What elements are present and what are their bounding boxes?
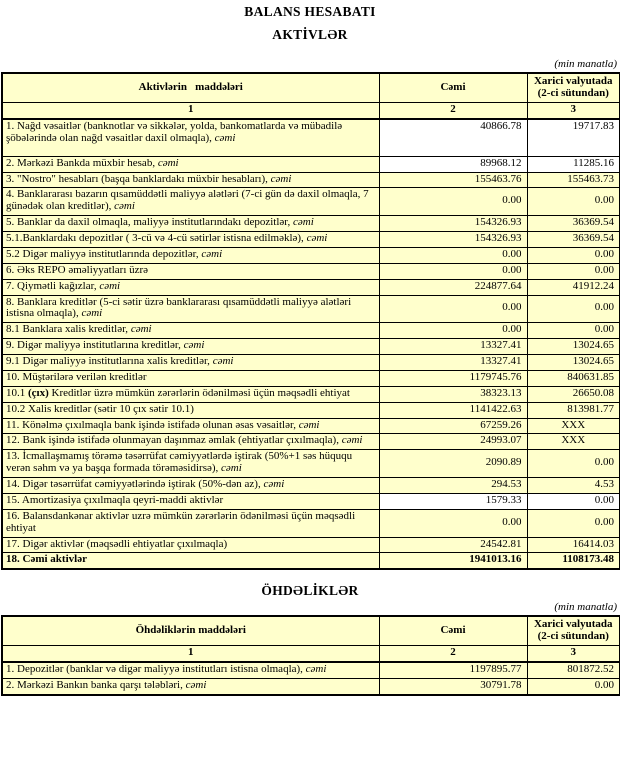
table-row	[2, 323, 620, 339]
total-cell: 24542.81	[379, 537, 527, 553]
table-row	[2, 537, 620, 553]
fx-cell: 155463.73	[527, 172, 620, 188]
table-row	[2, 678, 620, 694]
fx-cell: 36369.54	[527, 232, 620, 248]
fx-cell: 840631.85	[527, 370, 620, 386]
row-label: 3. "Nostro" hesabları (başqa banklardakı müxbir hesabları), cəmi	[2, 172, 379, 188]
table-row	[2, 386, 620, 402]
assets-total-column-header: Cəmi	[379, 73, 527, 102]
column-number: 2	[379, 646, 527, 662]
fx-cell: 0.00	[527, 247, 620, 263]
assets-section-heading: AKTİVLƏR	[272, 27, 348, 42]
row-label: 10.1 (çıx) Kreditlər üzrə mümkün zərərlərin ödənilməsi üçün məqsədli ehtiyat	[2, 386, 379, 402]
total-cell: 24993.07	[379, 434, 527, 450]
total-cell: 294.53	[379, 478, 527, 494]
liabilities-items-column-header: Öhdəliklərin maddələri	[2, 616, 379, 645]
column-number: 3	[527, 646, 620, 662]
row-label: 14. Digər təsərrüfat cəmiyyətlərində iştirak (50%-dən az), cəmi	[2, 478, 379, 494]
row-label: 4. Banklararası bazarın qısamüddətli maliyyə alətləri (7-ci gün də daxil olmaqla, 7 günədək olan kreditlər), cəmi	[2, 188, 379, 216]
total-cell: 1141422.63	[379, 402, 527, 418]
table-row	[2, 216, 620, 232]
liabilities-unit-note: (min manatla)	[554, 601, 617, 614]
table-row	[2, 295, 620, 323]
fx-cell: 0.00	[527, 295, 620, 323]
total-cell: 0.00	[379, 247, 527, 263]
fx-cell: 0.00	[527, 188, 620, 216]
liabilities-fx-column-header: Xarici valyutada (2-ci sütundan)	[527, 616, 620, 645]
fx-cell: 0.00	[527, 678, 620, 694]
table-row	[2, 188, 620, 216]
table-row	[2, 434, 620, 450]
row-label: 8. Banklara kreditlər (5-ci sətir üzrə banklararası qısamüddətli maliyyə alətləri istisna olmaqla), cəmi	[2, 295, 379, 323]
row-label: 5.2 Digər maliyyə institutlarında depozitlər, cəmi	[2, 247, 379, 263]
row-label: 1. Nağd vəsaitlər (banknotlar və sikkələr, yolda, bankomatlarda və mübadilə şöbələrində olan nağd vəsaitlər daxil olmaqla), cəmi	[2, 119, 379, 157]
fx-cell: XXX	[527, 418, 620, 434]
table-row	[2, 339, 620, 355]
column-number: 3	[527, 102, 620, 118]
total-cell: 1579.33	[379, 493, 527, 509]
fx-cell: 26650.08	[527, 386, 620, 402]
total-cell: 224877.64	[379, 279, 527, 295]
fx-cell: 36369.54	[527, 216, 620, 232]
column-number: 1	[2, 646, 379, 662]
fx-cell: 0.00	[527, 509, 620, 537]
row-label: 15. Amortizasiya çıxılmaqla qeyri-maddi aktivlər	[2, 493, 379, 509]
table-row	[2, 355, 620, 371]
total-cell: 40866.78	[379, 119, 527, 157]
total-cell: 0.00	[379, 323, 527, 339]
total-cell: 13327.41	[379, 339, 527, 355]
total-cell: 155463.76	[379, 172, 527, 188]
fx-cell: 801872.52	[527, 662, 620, 678]
row-label: 11. Könəlmə çıxılmaqla bank işində istifadə olunan əsas vəsaitlər, cəmi	[2, 418, 379, 434]
total-cell: 0.00	[379, 188, 527, 216]
total-cell: 0.00	[379, 509, 527, 537]
table-row	[2, 232, 620, 248]
table-row	[2, 418, 620, 434]
total-cell: 38323.13	[379, 386, 527, 402]
row-label: 8.1 Banklara xalis kreditlər, cəmi	[2, 323, 379, 339]
fx-cell: 0.00	[527, 323, 620, 339]
row-label: 10. Müştərilərə verilən kreditlər	[2, 370, 379, 386]
fx-cell: 4.53	[527, 478, 620, 494]
liabilities-section-heading: ÖHDƏLİKLƏR	[261, 583, 359, 599]
table-row	[2, 553, 620, 569]
row-label: 12. Bank işində istifadə olunmayan daşınmaz əmlak (ehtiyatlar çıxılmaqla), cəmi	[2, 434, 379, 450]
total-cell: 1197895.77	[379, 662, 527, 678]
liabilities-header-row	[2, 616, 620, 645]
total-cell: 30791.78	[379, 678, 527, 694]
row-label: 18. Cəmi aktivlər	[2, 553, 379, 569]
assets-header-row	[2, 73, 620, 102]
row-label: 10.2 Xalis kreditlər (sətir 10 çıx sətir 10.1)	[2, 402, 379, 418]
assets-table-body	[2, 119, 620, 570]
row-label: 5.1.Banklardakı depozitlər ( 3-cü və 4-cü sətirlər istisna edilməklə), cəmi	[2, 232, 379, 248]
total-cell: 154326.93	[379, 216, 527, 232]
column-number: 2	[379, 102, 527, 118]
assets-unit-note: (min manatla)	[554, 58, 617, 70]
row-label: 16. Balansdankənar aktivlər uzrə mümkün zərərlərin ödənilməsi üçün məqsədli ehtiyat	[2, 509, 379, 537]
assets-items-column-header: Aktivlərin maddələri	[2, 73, 379, 102]
table-row	[2, 247, 620, 263]
row-label: 7. Qiymətli kağızlar, cəmi	[2, 279, 379, 295]
total-cell: 2090.89	[379, 450, 527, 478]
table-row	[2, 402, 620, 418]
fx-cell: 813981.77	[527, 402, 620, 418]
row-label: 5. Banklar da daxil olmaqla, maliyyə institutlarındakı depozitlər, cəmi	[2, 216, 379, 232]
row-label: 9.1 Digər maliyyə institutlarına xalis kreditlər, cəmi	[2, 355, 379, 371]
table-row	[2, 119, 620, 157]
table-row	[2, 279, 620, 295]
total-cell: 154326.93	[379, 232, 527, 248]
total-cell: 89968.12	[379, 156, 527, 172]
assets-fx-column-header: Xarici valyutada (2-ci sütundan)	[527, 73, 620, 102]
liabilities-total-column-header: Cəmi	[379, 616, 527, 645]
fx-cell: 0.00	[527, 263, 620, 279]
table-row	[2, 493, 620, 509]
total-cell: 1179745.76	[379, 370, 527, 386]
fx-cell: 1108173.48	[527, 553, 620, 569]
table-row	[2, 263, 620, 279]
fx-cell: 13024.65	[527, 355, 620, 371]
fx-cell: 19717.83	[527, 119, 620, 157]
fx-cell: 0.00	[527, 493, 620, 509]
fx-cell: 41912.24	[527, 279, 620, 295]
fx-cell: 13024.65	[527, 339, 620, 355]
fx-cell: 0.00	[527, 450, 620, 478]
row-label: 2. Mərkəzi Bankda müxbir hesab, cəmi	[2, 156, 379, 172]
row-label: 6. Əks REPO əməliyyatları üzrə	[2, 263, 379, 279]
total-cell: 0.00	[379, 263, 527, 279]
total-cell: 13327.41	[379, 355, 527, 371]
liabilities-column-number-row	[2, 646, 620, 662]
table-row	[2, 662, 620, 678]
fx-cell: 11285.16	[527, 156, 620, 172]
table-row	[2, 509, 620, 537]
total-cell: 67259.26	[379, 418, 527, 434]
liabilities-table-body	[2, 662, 620, 695]
column-number: 1	[2, 102, 379, 118]
assets-table	[1, 72, 620, 570]
row-label: 1. Depozitlər (banklar və digər maliyyə institutları istisna olmaqla), cəmi	[2, 662, 379, 678]
table-row	[2, 156, 620, 172]
table-row	[2, 172, 620, 188]
fx-cell: 16414.03	[527, 537, 620, 553]
total-cell: 0.00	[379, 295, 527, 323]
table-row	[2, 478, 620, 494]
liabilities-table	[1, 615, 620, 695]
document-title: BALANS HESABATI	[244, 4, 376, 19]
table-row	[2, 370, 620, 386]
row-label: 2. Mərkəzi Bankın banka qarşı tələbləri, cəmi	[2, 678, 379, 694]
table-row	[2, 450, 620, 478]
assets-column-number-row	[2, 102, 620, 118]
row-label: 17. Digər aktivlər (məqsədli ehtiyatlar çıxılmaqla)	[2, 537, 379, 553]
row-label: 9. Digər maliyyə institutlarına kreditlər, cəmi	[2, 339, 379, 355]
total-cell: 1941013.16	[379, 553, 527, 569]
fx-cell: XXX	[527, 434, 620, 450]
row-label: 13. İcmallaşmamış törəmə təsərrüfat cəmiyyətlərdə iştirak (50%+1 səs hüququ verən səhm və ya başqa formada törəməsidirsə), cəmi	[2, 450, 379, 478]
